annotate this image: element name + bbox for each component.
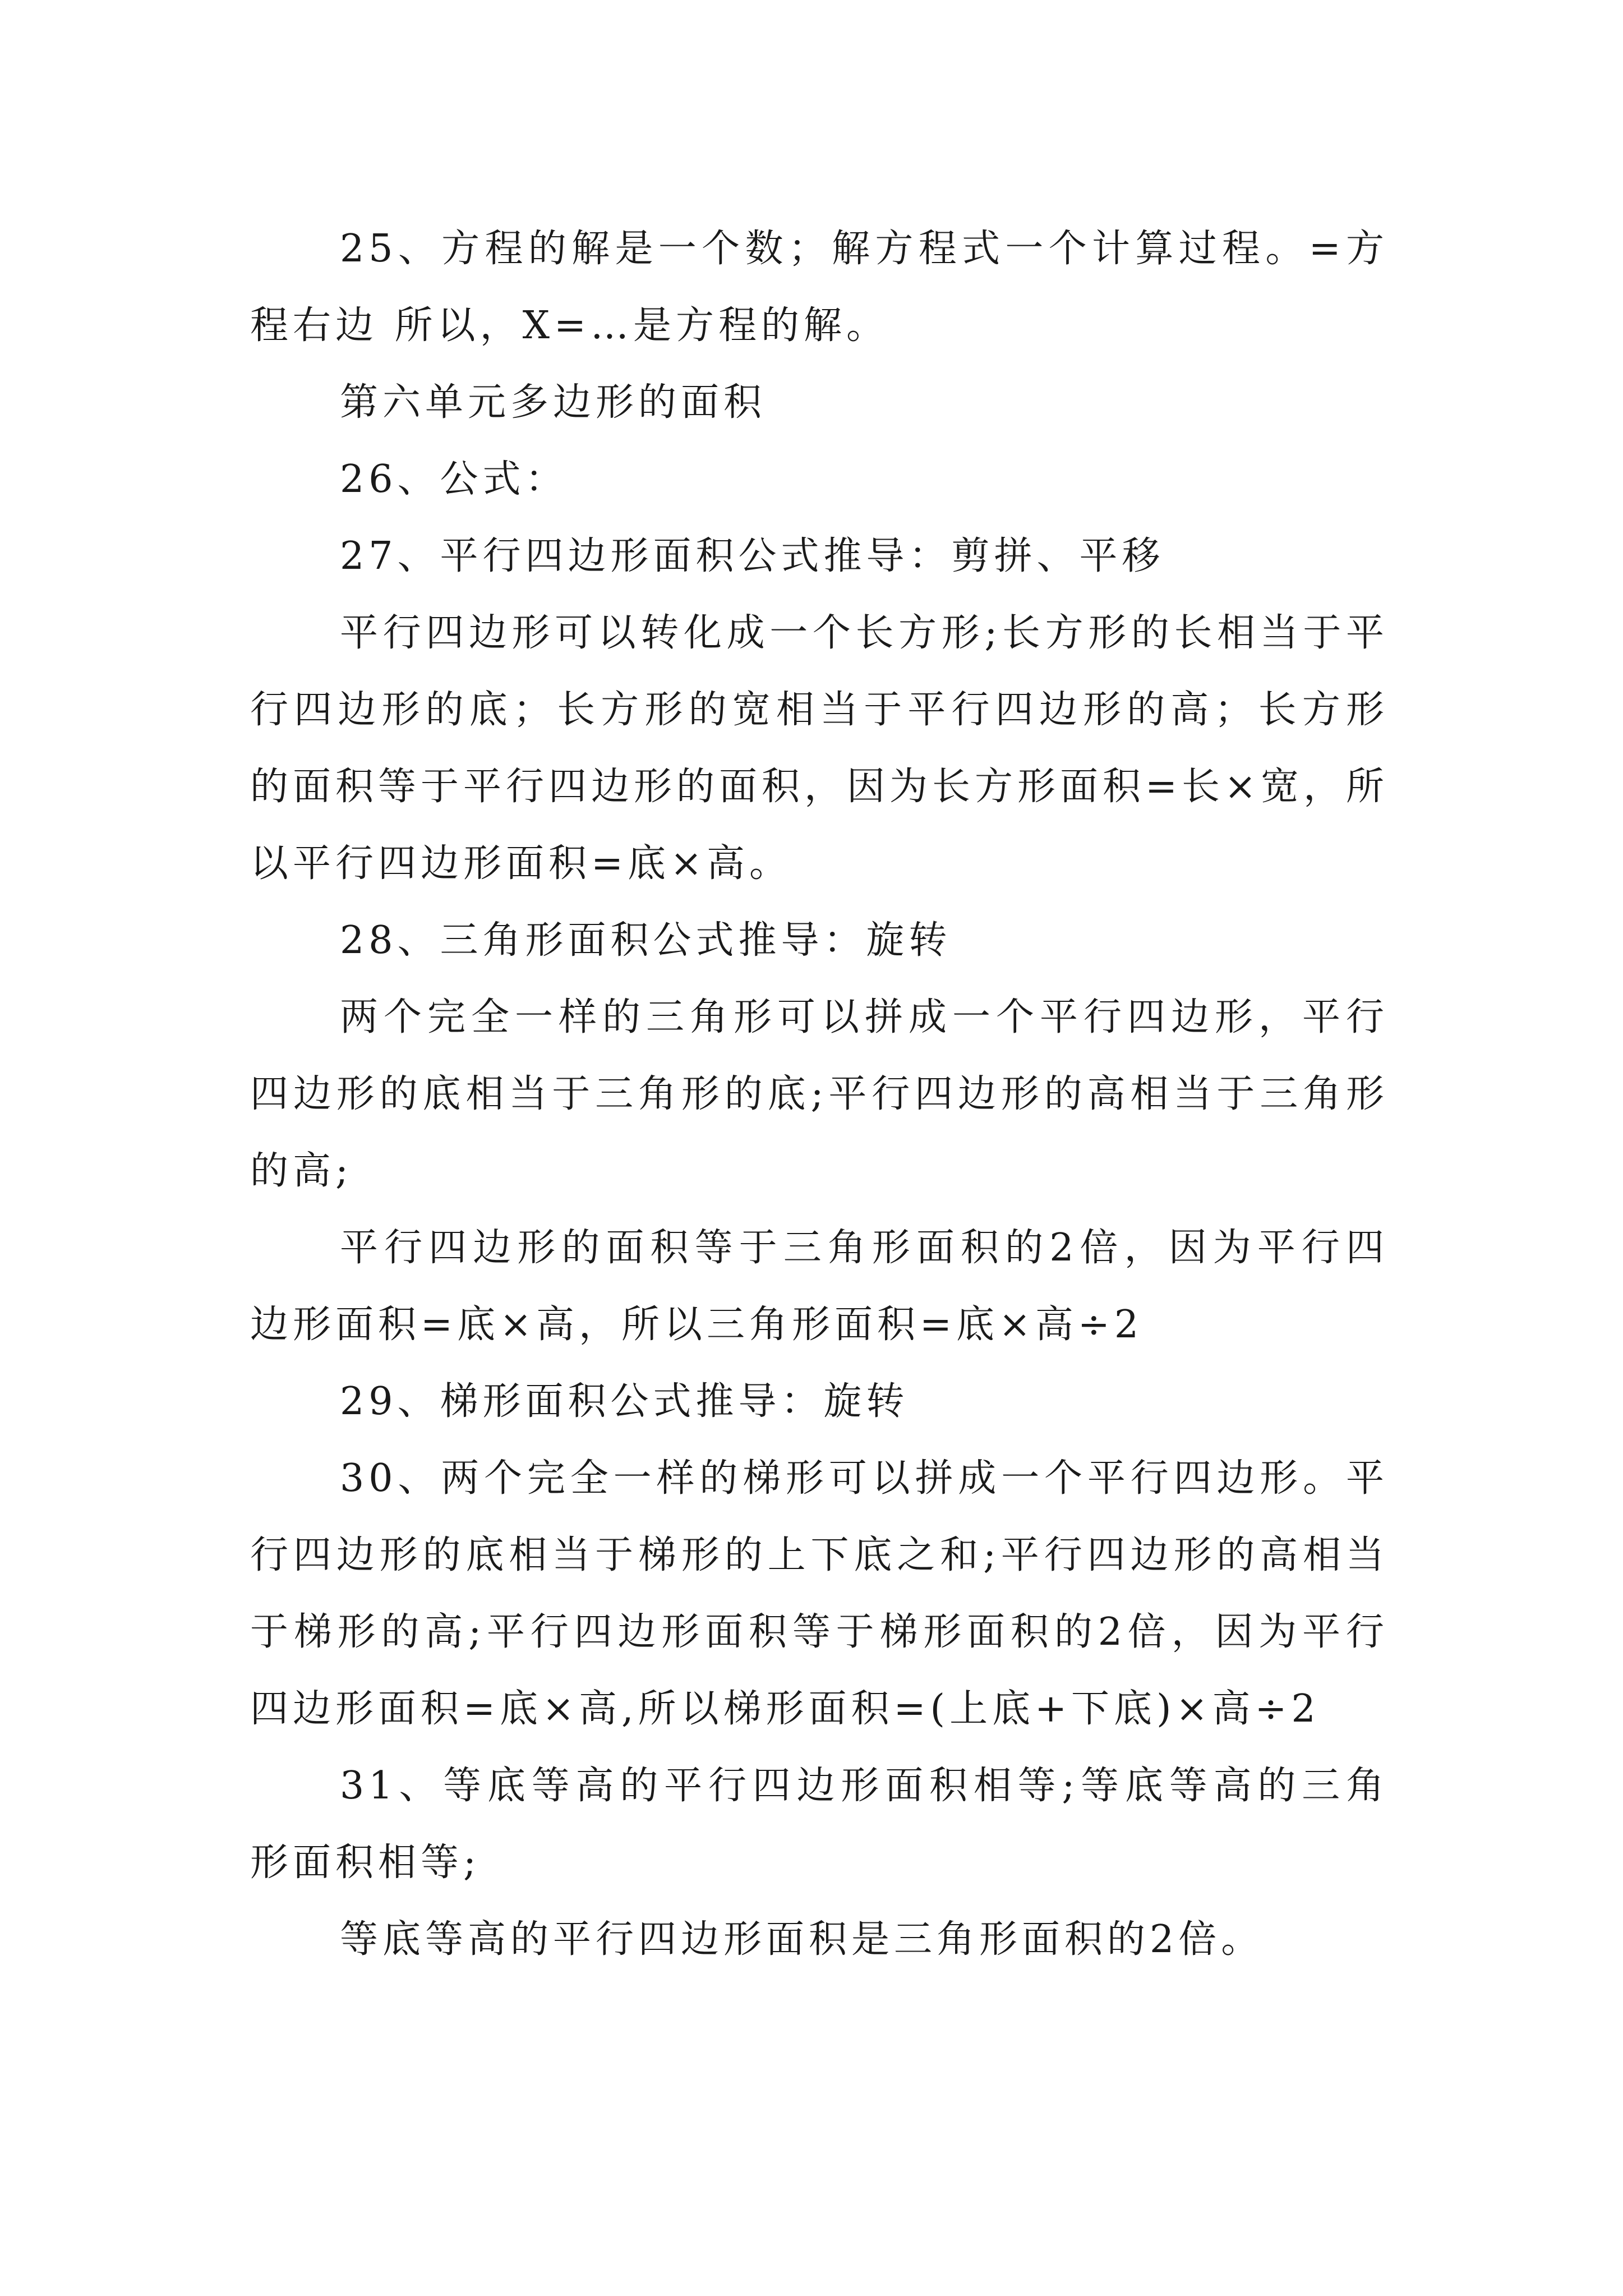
paragraph-28: 28、三角形面积公式推导：旋转	[340, 918, 952, 963]
paragraph-31: 31、等底等高的平行四边形面积相等;等底等高的三角形面积相等;	[250, 1764, 1389, 1885]
paragraph-27: 27、平行四边形面积公式推导：剪拼、平移	[340, 534, 1165, 578]
paragraph-triangle-combination: 两个完全一样的三角形可以拼成一个平行四边形，平行四边形的底相当于三角形的底;平行四边形的高相当于三角形的高;	[250, 995, 1389, 1193]
paragraph-triangle-formula: 平行四边形的面积等于三角形面积的2倍，因为平行四边形面积=底×高，所以三角形面积=底×高÷2	[250, 1226, 1389, 1347]
paragraph-25: 25、方程的解是一个数；解方程式一个计算过程。=方程右边 所以，X=…是方程的解。	[250, 227, 1389, 348]
document-body	[250, 210, 1389, 1978]
paragraph-parallelogram-derivation: 平行四边形可以转化成一个长方形;长方形的长相当于平行四边形的底；长方形的宽相当于平行四边形的高；长方形的面积等于平行四边形的面积，因为长方形面积=长×宽，所以平行四边形面积=底×高。	[250, 611, 1389, 886]
paragraph-29: 29、梯形面积公式推导：旋转	[340, 1379, 909, 1424]
section-heading-unit-6: 第六单元多边形的面积	[340, 380, 767, 425]
paragraph-30: 30、两个完全一样的梯形可以拼成一个平行四边形。平行四边形的底相当于梯形的上下底之和;平行四边形的高相当于梯形的高;平行四边形面积等于梯形面积的2倍，因为平行四边形面积=底×高,所以梯形面积=(上底+下底)×高÷2	[250, 1456, 1389, 1731]
paragraph-equal-base-height: 等底等高的平行四边形面积是三角形面积的2倍。	[340, 1917, 1264, 1962]
paragraph-26: 26、公式：	[340, 457, 568, 501]
